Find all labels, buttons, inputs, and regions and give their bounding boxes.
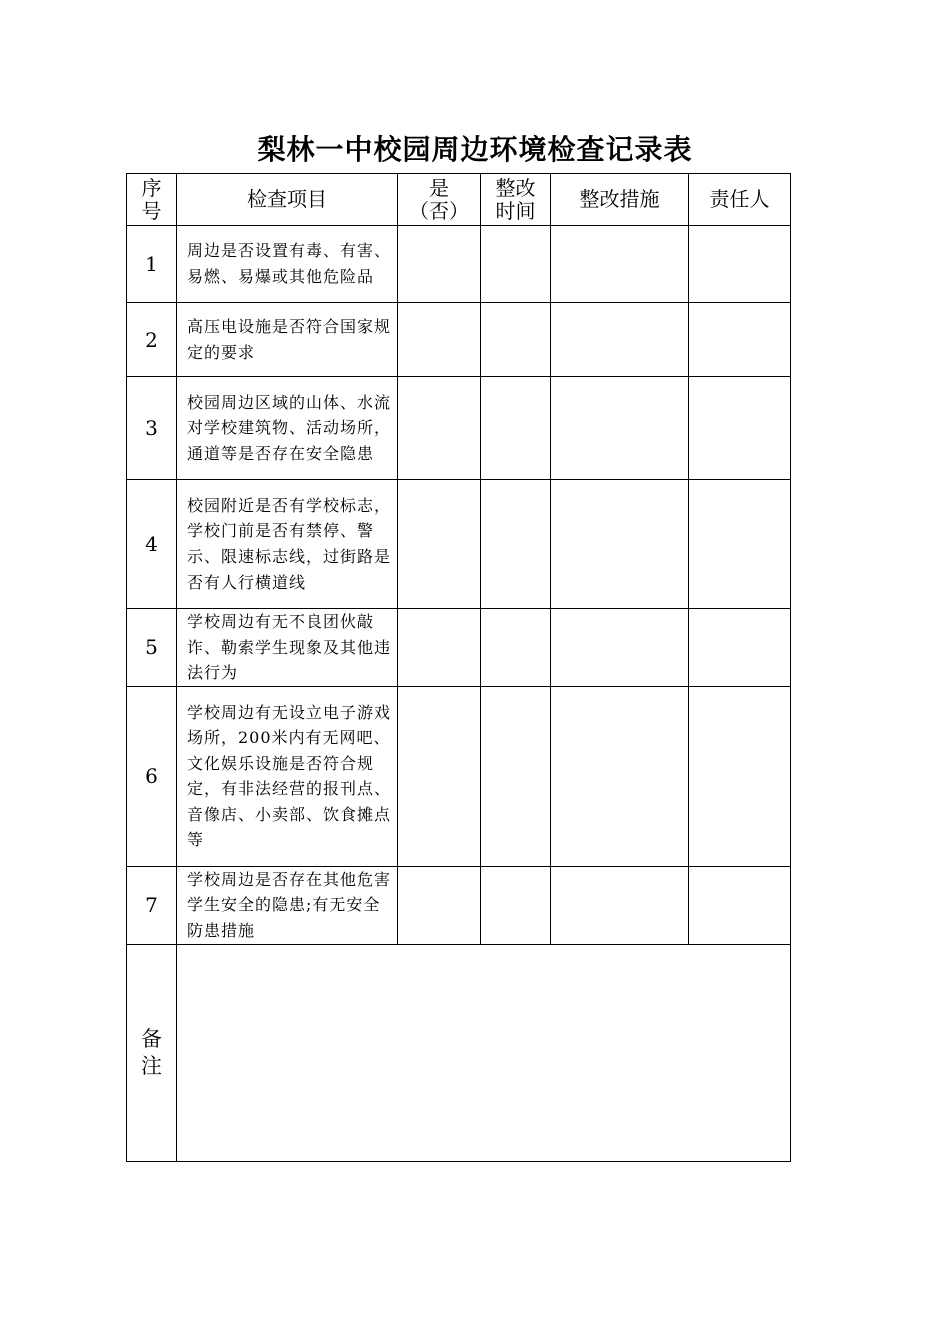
header-seq-line2: 号: [141, 198, 162, 223]
row-number: 7: [127, 866, 177, 944]
row-number: 3: [127, 377, 177, 480]
header-item: 检查项目: [177, 174, 398, 226]
person-cell[interactable]: [689, 480, 791, 609]
time-cell[interactable]: [481, 686, 551, 866]
table-row: [127, 866, 791, 944]
header-person: 责任人: [689, 174, 791, 226]
row-number: 1: [127, 226, 177, 303]
header-row: [127, 174, 791, 226]
time-cell[interactable]: [481, 480, 551, 609]
table-row: [127, 609, 791, 687]
measures-cell[interactable]: [551, 866, 689, 944]
header-yesno-line2: （否）: [409, 198, 469, 223]
person-cell[interactable]: [689, 226, 791, 303]
time-cell[interactable]: [481, 609, 551, 687]
remarks-label-line1: 备: [141, 1026, 162, 1051]
check-item: 高压电设施是否符合国家规定的要求: [177, 303, 398, 377]
inspection-table: [126, 173, 791, 1162]
yesno-cell[interactable]: [398, 686, 481, 866]
person-cell[interactable]: [689, 303, 791, 377]
person-cell[interactable]: [689, 609, 791, 687]
remarks-label: [127, 944, 177, 1161]
person-cell[interactable]: [689, 866, 791, 944]
time-cell[interactable]: [481, 377, 551, 480]
header-time-line2: 时间: [495, 198, 536, 223]
table-row: [127, 686, 791, 866]
row-number: 4: [127, 480, 177, 609]
yesno-cell[interactable]: [398, 609, 481, 687]
yesno-cell[interactable]: [398, 226, 481, 303]
measures-cell[interactable]: [551, 377, 689, 480]
row-number: 6: [127, 686, 177, 866]
check-item: 校园附近是否有学校标志，学校门前是否有禁停、警示、限速标志线，过街路是否有人行横道线: [177, 480, 398, 609]
table-row: [127, 377, 791, 480]
remarks-content[interactable]: [177, 944, 791, 1161]
check-item: 校园周边区域的山体、水流对学校建筑物、活动场所，通道等是否存在安全隐患: [177, 377, 398, 480]
table-row: [127, 226, 791, 303]
header-yesno-line1: 是: [429, 175, 449, 200]
person-cell[interactable]: [689, 377, 791, 480]
yesno-cell[interactable]: [398, 303, 481, 377]
yesno-cell[interactable]: [398, 866, 481, 944]
yesno-cell[interactable]: [398, 480, 481, 609]
table-row: [127, 480, 791, 609]
time-cell[interactable]: [481, 226, 551, 303]
header-measures: 整改措施: [551, 174, 689, 226]
measures-cell[interactable]: [551, 686, 689, 866]
header-time-line1: 整改: [495, 175, 536, 200]
header-yesno: [398, 174, 481, 226]
check-item: 学校周边是否存在其他危害学生安全的隐患;有无安全防患措施: [177, 866, 398, 944]
page-title: 梨林一中校园周边环境检查记录表: [257, 133, 693, 166]
measures-cell[interactable]: [551, 303, 689, 377]
check-item: 学校周边有无不良团伙敲诈、勒索学生现象及其他违法行为: [177, 609, 398, 687]
row-number: 5: [127, 609, 177, 687]
check-item: 学校周边有无设立电子游戏场所，200米内有无网吧、文化娱乐设施是否符合规定，有非法经营的报刊点、音像店、小卖部、饮食摊点等: [177, 686, 398, 866]
header-seq: [127, 174, 177, 226]
time-cell[interactable]: [481, 866, 551, 944]
measures-cell[interactable]: [551, 480, 689, 609]
table-row: [127, 303, 791, 377]
measures-cell[interactable]: [551, 226, 689, 303]
remarks-label-line2: 注: [141, 1053, 162, 1078]
check-item: 周边是否设置有毒、有害、易燃、易爆或其他危险品: [177, 226, 398, 303]
yesno-cell[interactable]: [398, 377, 481, 480]
remarks-row: [127, 944, 791, 1161]
header-seq-line1: 序: [141, 175, 162, 200]
header-time: [481, 174, 551, 226]
measures-cell[interactable]: [551, 609, 689, 687]
row-number: 2: [127, 303, 177, 377]
time-cell[interactable]: [481, 303, 551, 377]
person-cell[interactable]: [689, 686, 791, 866]
